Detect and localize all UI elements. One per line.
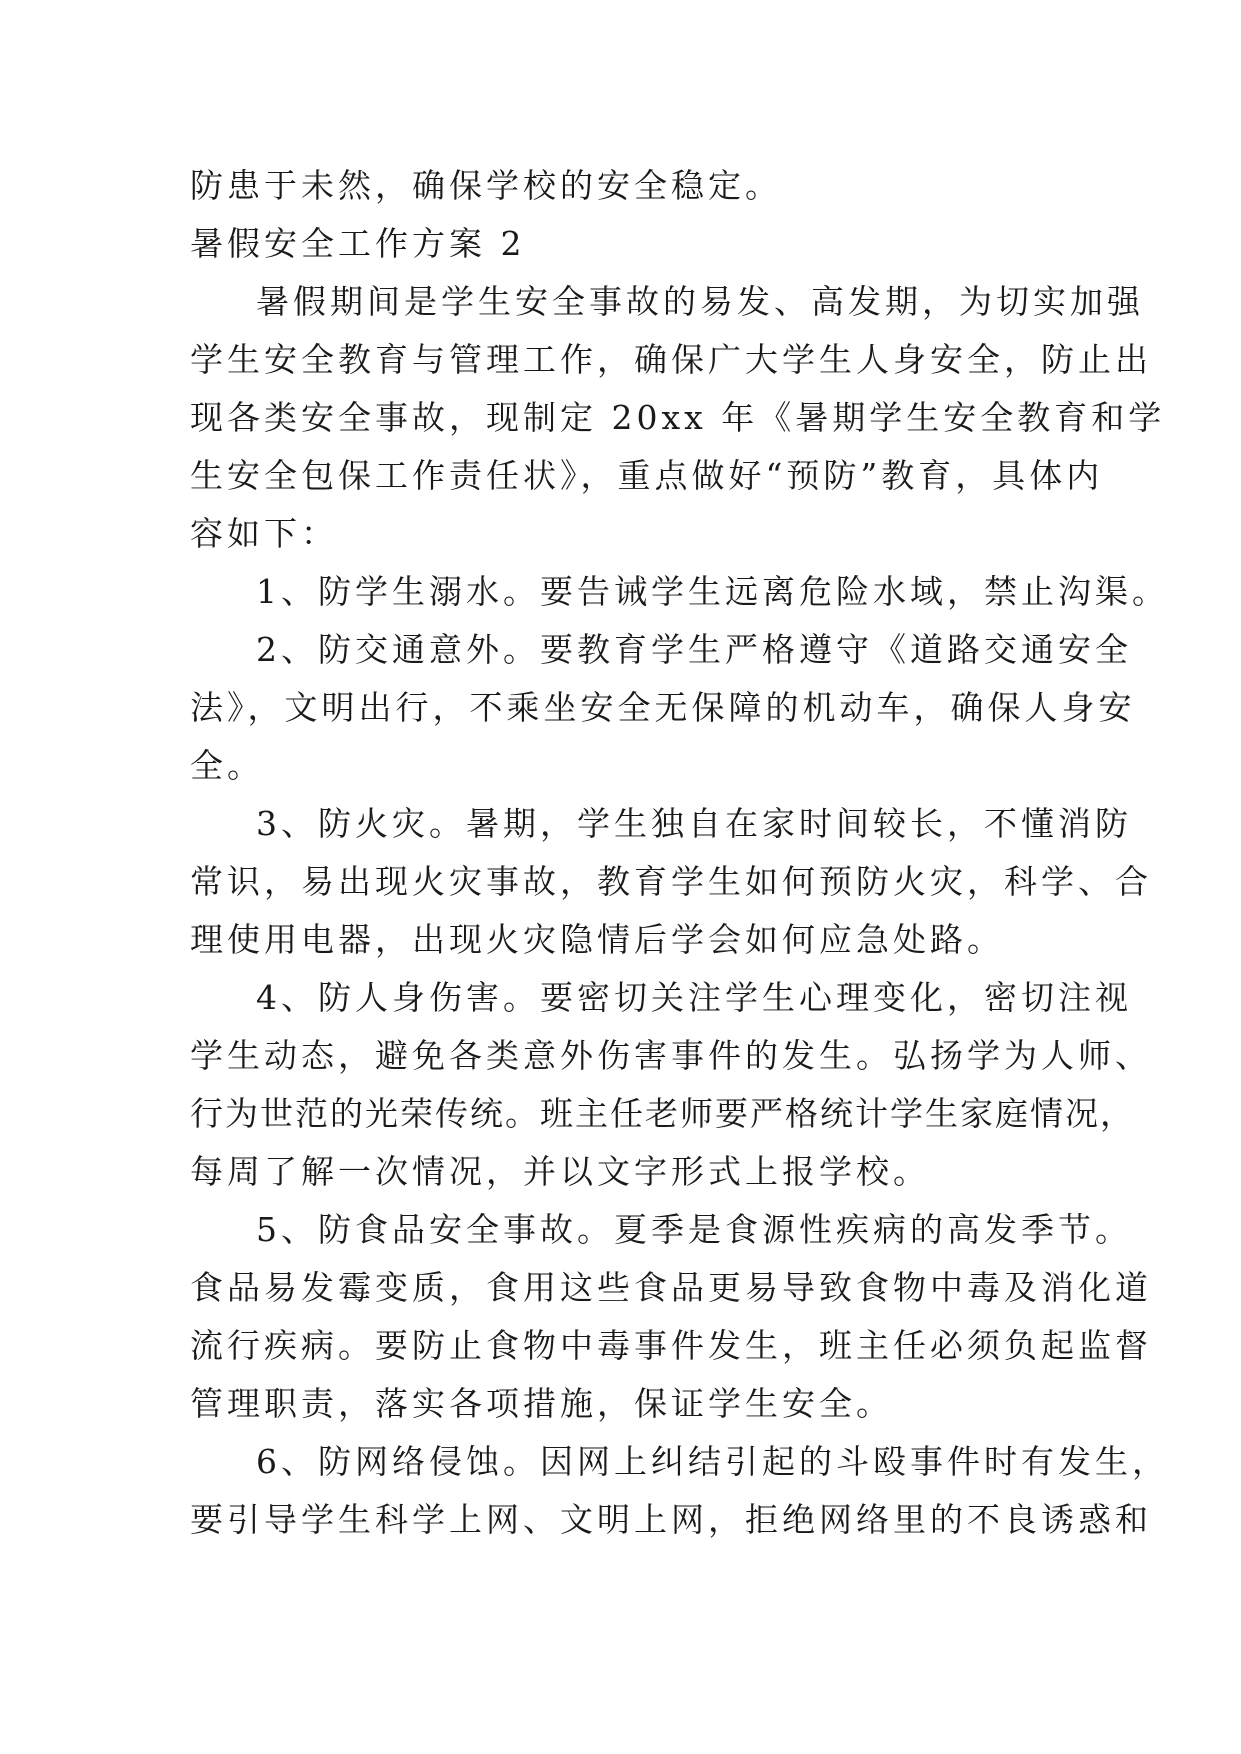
list-item-line: 4、防人身伤害。要密切关注学生心理变化，密切注视: [256, 978, 1132, 1017]
paragraph-line: 容如下：: [190, 514, 338, 553]
list-item-line: 5、防食品安全事故。夏季是食源性疾病的高发季节。: [256, 1210, 1132, 1249]
paragraph-line: 常识，易出现火灾事故，教育学生如何预防火灾，科学、合: [190, 862, 1152, 901]
paragraph-line: 防患于未然，确保学校的安全稳定。: [190, 166, 782, 205]
document-body: [190, 157, 1169, 1549]
paragraph-line: 全。: [190, 746, 264, 785]
paragraph-line: 暑假期间是学生安全事故的易发、高发期，为切实加强: [256, 282, 1144, 321]
list-item-line: 1、防学生溺水。要告诫学生远离危险水域，禁止沟渠。: [256, 572, 1169, 611]
list-item-line: 6、防网络侵蚀。因网上纠结引起的斗殴事件时有发生，: [256, 1442, 1169, 1481]
list-item-line: 3、防火灾。暑期，学生独自在家时间较长，不懂消防: [256, 804, 1132, 843]
paragraph-line: 要引导学生科学上网、文明上网，拒绝网络里的不良诱惑和: [190, 1500, 1152, 1539]
paragraph-line: 流行疾病。要防止食物中毒事件发生，班主任必须负起监督: [190, 1326, 1152, 1365]
paragraph-line: 食品易发霉变质，食用这些食品更易导致食物中毒及消化道: [190, 1268, 1152, 1307]
paragraph-line: 现各类安全事故，现制定 20xx 年《暑期学生安全教育和学: [190, 398, 1166, 437]
paragraph-line: 管理职责，落实各项措施，保证学生安全。: [190, 1384, 893, 1423]
list-item-line: 2、防交通意外。要教育学生严格遵守《道路交通安全: [256, 630, 1132, 669]
paragraph-line: 生安全包保工作责任状》，重点做好“预防”教育，具体内: [190, 456, 1104, 495]
section-heading: 暑假安全工作方案 2: [190, 224, 526, 263]
paragraph-line: 学生动态，避免各类意外伤害事件的发生。弘扬学为人师、: [190, 1036, 1152, 1075]
paragraph-line: 行为世范的光荣传统。班主任老师要严格统计学生家庭情况，: [190, 1094, 1135, 1133]
paragraph-line: 每周了解一次情况，并以文字形式上报学校。: [190, 1152, 930, 1191]
paragraph-line: 法》，文明出行，不乘坐安全无保障的机动车，确保人身安: [190, 688, 1136, 727]
paragraph-line: 理使用电器，出现火灾隐情后学会如何应急处路。: [190, 920, 1004, 959]
paragraph-line: 学生安全教育与管理工作，确保广大学生人身安全，防止出: [190, 340, 1152, 379]
